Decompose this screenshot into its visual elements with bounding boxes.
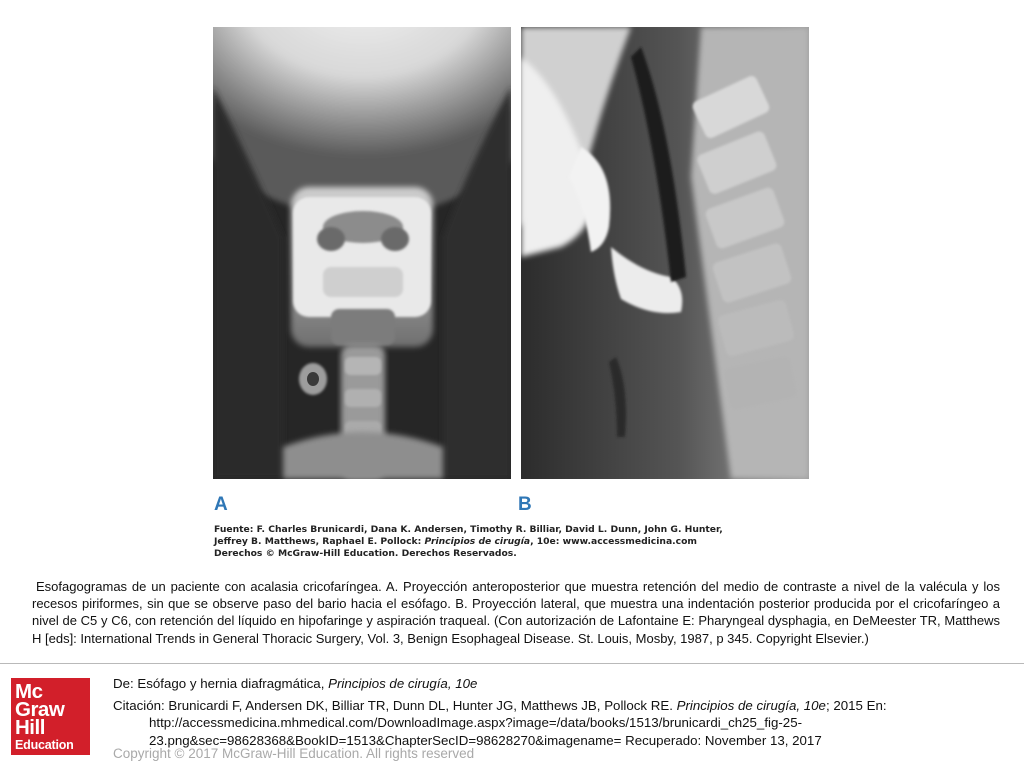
logo-line-1: Mc <box>15 680 43 703</box>
xray-image-a <box>213 27 511 479</box>
figure-caption <box>32 578 1000 647</box>
figure <box>213 27 809 561</box>
citation-block <box>113 675 1013 749</box>
citation-book: Principios de cirugía, 10e <box>676 697 826 713</box>
xray-panel-a <box>213 27 511 479</box>
citation-from-chapter: De: Esófago y hernia diafragmática, <box>113 676 329 691</box>
divider <box>0 663 1024 664</box>
citation-from-book: Principios de cirugía, 10e <box>328 676 478 691</box>
figure-source-authors: Jeffrey B. Matthews, Raphael E. Pollock: <box>214 536 425 548</box>
figure-source-url: , 10e: www.accessmedicina.com <box>530 536 697 548</box>
xray-panel-b <box>521 27 809 479</box>
caption-text: Esofagogramas de un paciente con acalasia cricofaríngea. A. Proyección anteroposterior que muestra retención del medio de contraste a nivel de la valécula y los recesos piriformes, sin que se observe paso del bario hacia el esófago. B. Proyección lateral, que muestra una indentación posterior producida por el cricofaríngeo a nivel de C5 y C6, con retención del líquido en hipofaringe y aspiración traqueal. (Con autorización de Lafontaine E: Pharyngeal dysphagia, en DeMeester TR, Matthews H [eds]: International Trends in General Thoracic Surgery, Vol. 3, Benign Esophageal Disease. St. Louis, Mosby, 1987, p 345. Copyright Elsevier.) <box>32 579 1000 646</box>
mcgraw-hill-logo <box>11 678 90 755</box>
citation-text <box>113 697 1013 715</box>
logo-line-3: Hill <box>15 716 45 739</box>
figure-source-line-1: Fuente: F. Charles Brunicardi, Dana K. Andersen, Timothy R. Billiar, David L. Dunn, John G. Hunter, <box>214 524 723 535</box>
citation-authors: Citación: Brunicardi F, Andersen DK, Billiar TR, Dunn DL, Hunter JG, Matthews JB, Pollock RE. <box>113 697 677 713</box>
figure-source <box>214 524 804 561</box>
panel-label-a: A <box>214 494 228 515</box>
panel-label-b: B <box>518 494 532 515</box>
citation-url-line-1: http://accessmedicina.mhmedical.com/DownloadImage.aspx?image=/data/books/1513/brunicardi_ch25_fig-25- <box>149 715 803 730</box>
figure-source-line-2 <box>214 536 804 548</box>
citation-url-line-2: 23.png&sec=98628368&BookID=1513&ChapterSecID=98628270&imagename= Recuperado: November 13, 2017 <box>149 732 822 748</box>
logo-line-4: Education <box>15 738 74 752</box>
figure-source-line-3: Derechos © McGraw-Hill Education. Derechos Reservados. <box>214 548 517 560</box>
xray-image-b <box>521 27 809 479</box>
citation-from <box>113 675 1013 693</box>
figure-source-book: Principios de cirugía <box>424 536 531 548</box>
logo-line-2: Graw <box>15 698 65 721</box>
citation-year: ; 2015 En: <box>825 697 887 713</box>
copyright-notice: Copyright © 2017 McGraw-Hill Education. All rights reserved <box>113 746 475 761</box>
